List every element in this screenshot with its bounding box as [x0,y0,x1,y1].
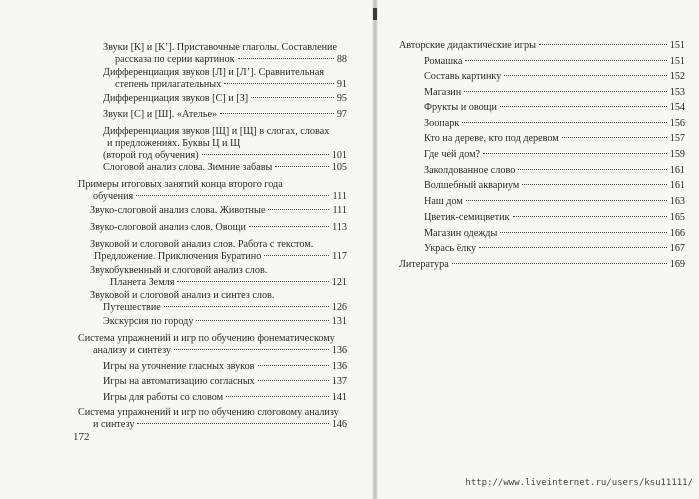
entry-title-line: Система упражнений и игр по обучению слоговому анализу [78,407,339,418]
entry-title-line: Примеры итоговых занятий конца второго года [78,179,283,190]
entry-page: 105 [331,162,347,173]
toc-entry[interactable] [90,239,347,263]
toc-entry[interactable] [103,316,347,328]
entry-title: и синтезу [93,419,135,430]
leader-dots [136,195,329,196]
leader-dots [539,44,667,45]
entry-title-line: и предложениях. Буквы Ц и Щ [107,138,241,149]
watermark-url: http://www.liveinternet.ru/users/ksu11111/ [465,478,693,488]
entry-page: 151 [669,56,685,67]
entry-title: Наш дом [424,196,463,207]
entry-page: 163 [669,196,685,207]
toc-entry[interactable] [103,392,347,404]
toc-entry[interactable] [424,243,685,255]
entry-title-line: Звуки [К] и [К’]. Приставочные глаголы. Составление [103,42,338,53]
toc-entry[interactable] [424,56,685,68]
entry-page: 157 [669,133,685,144]
leader-dots [251,97,334,98]
entry-title: Экскурсия по городу [103,316,194,327]
entry-page: 137 [331,376,347,387]
entry-title: Где чей дом? [424,149,481,160]
entry-title: Звуко-слоговой анализ слова. Животные [90,205,266,216]
entry-title: Игры для работы со словом [103,392,224,403]
entry-page: 91 [336,79,347,90]
toc-section[interactable] [78,179,347,203]
entry-page: 113 [332,222,347,233]
entry-title: Звуки [С] и [Ш]. «Ателье» [103,109,218,120]
entry-page: 161 [669,180,685,191]
entry-title: Дифференциация звуков [С] и [З] [103,93,249,104]
entry-title: обучения [93,191,134,202]
toc-entry[interactable] [424,133,685,145]
leader-dots [500,106,667,107]
leader-dots [258,380,329,381]
entry-page: 146 [331,419,347,430]
toc-entry[interactable] [103,67,347,91]
toc-entry[interactable] [103,109,347,121]
entry-page: 131 [331,316,347,327]
leader-dots [466,200,667,201]
toc-entry[interactable] [103,376,347,388]
entry-title: рассказа по серии картинок [115,54,235,65]
entry-page: 136 [331,345,347,356]
entry-page: 141 [331,392,347,403]
entry-title: Звуко-слоговой анализ слов. Овощи [90,222,246,233]
entry-page: 136 [331,361,347,372]
entry-title: степень прилагательных [115,79,222,90]
toc-entry[interactable] [90,222,347,234]
entry-page: 159 [669,149,685,160]
leader-dots [174,349,329,350]
entry-title: Предложение. Приключения Буратино [94,251,262,262]
toc-entry[interactable] [424,228,685,240]
leader-dots [465,60,666,61]
leader-dots [500,232,666,233]
entry-title: Фрукты и овощи [424,102,497,113]
entry-title-line: Звуковой и слоговой анализ слов. Работа с текстом. [90,239,314,250]
leader-dots [226,396,329,397]
entry-title: Заколдованное слово [424,165,516,176]
leader-dots [238,58,334,59]
entry-title: Волшебный аквариум [424,180,520,191]
entry-title: Литература [399,259,449,270]
entry-title: Планета Земля [110,277,175,288]
toc-entry[interactable] [424,180,685,192]
toc-entry[interactable] [103,361,347,373]
entry-title: Путешествие [103,302,161,313]
entry-title-line: Дифференциация звуков [Щ] и [Щ] в слогах, словах [103,126,330,137]
toc-entry[interactable] [424,165,685,177]
leader-dots [202,154,329,155]
entry-page: 126 [331,302,347,313]
entry-page: 153 [669,87,685,98]
entry-page: 167 [669,243,685,254]
entry-page: 111 [332,191,347,202]
entry-page: 88 [336,54,347,65]
leader-dots [452,263,667,264]
entry-page: 166 [669,228,685,239]
toc-entry[interactable] [103,93,347,105]
toc-entry[interactable] [424,196,685,208]
toc-entry[interactable] [424,212,685,224]
book-fold [372,0,378,499]
toc-entry[interactable] [103,42,347,66]
entry-page: 111 [332,205,347,216]
entry-page: 154 [669,102,685,113]
toc-section[interactable] [399,259,685,271]
entry-page: 169 [669,259,685,270]
toc-entry[interactable] [424,71,685,83]
leader-dots [522,184,666,185]
leader-dots [268,209,329,210]
toc-entry[interactable] [424,102,685,114]
entry-title: (второй год обучения) [103,150,199,161]
entry-title: Слоговой анализ слова. Зимние забавы [103,162,273,173]
entry-page: 161 [669,165,685,176]
toc-entry[interactable] [90,265,347,289]
entry-title-line: Система упражнений и игр по обучению фонематическому [78,333,335,344]
leader-dots [479,247,667,248]
entry-page: 121 [331,277,347,288]
entry-title: Магазин [424,87,462,98]
entry-page: 156 [669,118,685,129]
leader-dots [462,122,666,123]
toc-entry[interactable] [103,126,347,162]
leader-dots [513,216,667,217]
leader-dots [464,91,667,92]
entry-page: 95 [336,93,347,104]
leader-dots [177,281,328,282]
toc-section[interactable] [399,40,685,52]
leader-dots [562,137,667,138]
entry-page: 165 [669,212,685,223]
entry-page: 101 [331,150,347,161]
entry-page: 97 [336,109,347,120]
leader-dots [164,306,329,307]
fold-mark [373,8,377,20]
entry-title-line: Звуковой и слоговой анализ и синтез слов. [90,290,275,301]
toc-entry[interactable] [424,87,685,99]
toc-section[interactable] [78,407,347,431]
leader-dots [220,113,334,114]
entry-title: анализу и синтезу [93,345,171,356]
entry-title: Магазин одежды [424,228,498,239]
entry-title: Цветик-семицветик [424,212,510,223]
toc-entry[interactable] [424,149,685,161]
toc-entry[interactable] [424,118,685,130]
leader-dots [224,83,334,84]
entry-title: Составь картинку [424,71,502,82]
entry-title: Авторские дидактические игры [399,40,536,51]
leader-dots [275,166,328,167]
entry-page: 151 [669,40,685,51]
toc-entry[interactable] [90,290,347,314]
leader-dots [249,226,329,227]
leader-dots [264,255,329,256]
toc-entry[interactable] [103,162,347,174]
entry-title-line: Дифференциация звуков [Л] и [Л’]. Сравнительная [103,67,325,78]
leader-dots [504,75,666,76]
page-number: 172 [73,431,90,443]
entry-title: Кто на дереве, кто под деревом [424,133,559,144]
entry-title: Зоопарк [424,118,460,129]
entry-title: Укрась ёлку [424,243,477,254]
entry-page: 152 [669,71,685,82]
entry-title: Ромашка [424,56,463,67]
leader-dots [137,423,328,424]
entry-title-line: Звукобуквенный и слоговой анализ слов. [90,265,268,276]
entry-title: Игры на автоматизацию согласных [103,376,255,387]
leader-dots [196,320,328,321]
entry-page: 117 [332,251,347,262]
toc-entry[interactable] [90,205,347,217]
toc-section[interactable] [78,333,347,357]
entry-title: Игры на уточнение гласных звуков [103,361,255,372]
leader-dots [518,169,666,170]
leader-dots [483,153,667,154]
leader-dots [258,365,329,366]
